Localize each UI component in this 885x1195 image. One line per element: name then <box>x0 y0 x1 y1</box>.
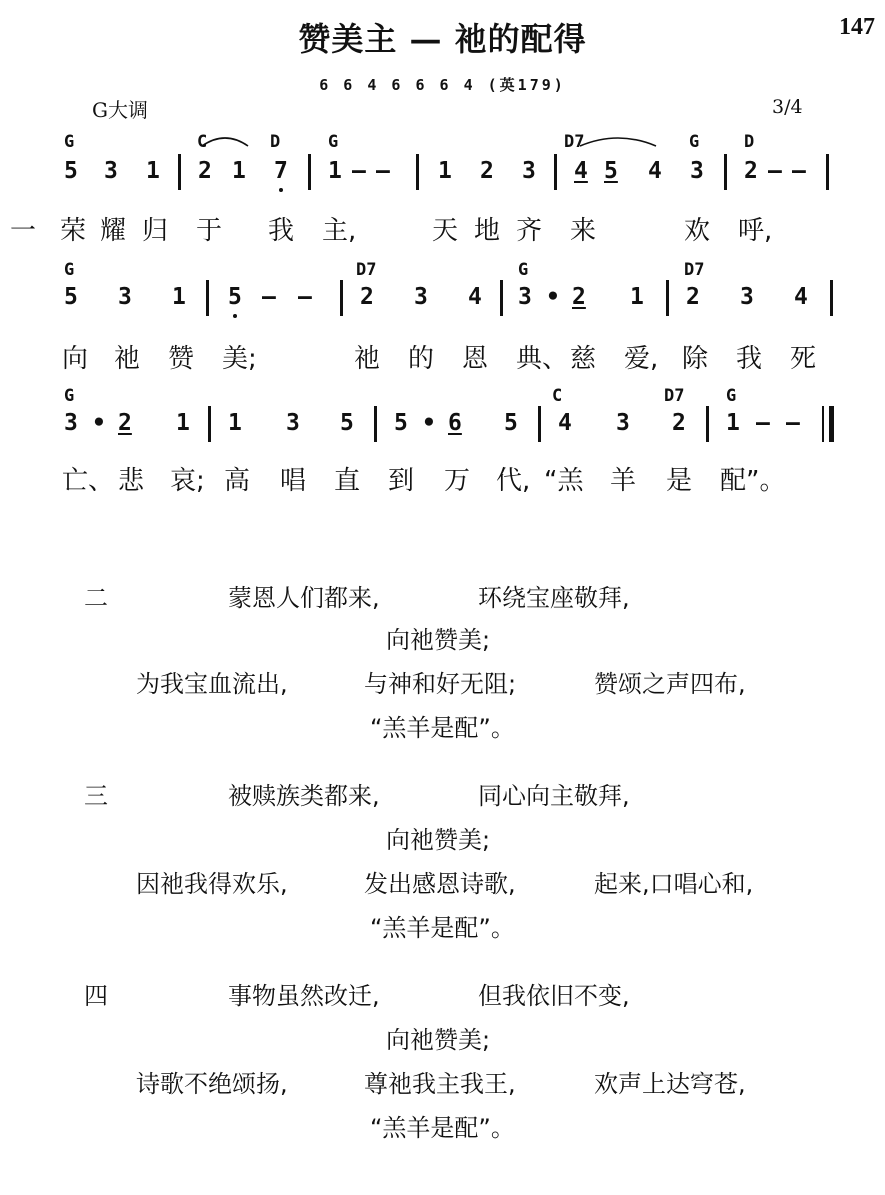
lyric: 呼, <box>738 216 773 246</box>
lyric: 万 <box>444 466 471 496</box>
bar-line <box>706 406 709 442</box>
bar-line <box>666 280 669 316</box>
lyric: 归 <box>142 216 169 246</box>
note: — <box>298 284 312 310</box>
verse-line: “羔羊是配”。 <box>370 1114 515 1142</box>
lyric: 欢 <box>684 216 711 246</box>
lyric: 高 <box>224 466 251 496</box>
verse-line: “羔羊是配”。 <box>370 714 515 742</box>
page-number: 147 <box>839 14 875 40</box>
bar-line <box>724 154 727 190</box>
final-bar-line-thick <box>829 406 834 442</box>
note: 2 <box>198 158 212 184</box>
lyric: 我 <box>736 344 763 374</box>
note: — <box>792 158 806 184</box>
note: 5 <box>64 284 78 310</box>
lyric: 慈 <box>570 344 597 374</box>
chord: G <box>328 132 339 152</box>
lyric: 死 <box>790 344 817 374</box>
note: 3 <box>518 284 532 310</box>
chord: C <box>552 386 563 406</box>
note: 2 <box>480 158 494 184</box>
note: 4 <box>574 158 588 184</box>
verse-line: 赞颂之声四布, <box>594 670 746 698</box>
bar-line <box>308 154 311 190</box>
note: 3 <box>118 284 132 310</box>
verse-line: 欢声上达穹苍, <box>594 1070 746 1098</box>
verse-line: 为我宝血流出, <box>136 670 288 698</box>
lyric: “羔 <box>544 466 584 496</box>
verse-number: 二 <box>84 584 108 612</box>
chord: G <box>64 386 75 406</box>
note: 5 <box>64 158 78 184</box>
note: 7 <box>274 158 288 184</box>
bar-line <box>374 406 377 442</box>
verse-number: 四 <box>84 982 108 1010</box>
chord: D7 <box>684 260 705 280</box>
chord: D7 <box>664 386 685 406</box>
note: — <box>786 410 800 436</box>
verse-line: 尊祂我主我王, <box>364 1070 516 1098</box>
note: 3 <box>64 410 78 436</box>
lyric: 主, <box>322 216 357 246</box>
note: — <box>262 284 276 310</box>
lyric: 来 <box>570 216 597 246</box>
lyric: 代, <box>496 466 531 496</box>
bar-line <box>208 406 211 442</box>
lyric: 爱, <box>624 344 659 374</box>
chord: G <box>689 132 700 152</box>
bar-line <box>340 280 343 316</box>
octave-dot-below <box>233 314 237 318</box>
lyric: 一 <box>10 216 37 246</box>
bar-line <box>178 154 181 190</box>
note: 1 <box>726 410 740 436</box>
note: 2 <box>572 284 586 310</box>
note: 3 <box>690 158 704 184</box>
lyric: 祂 <box>114 344 141 374</box>
note: 5 <box>228 284 242 310</box>
note: 1 <box>228 410 242 436</box>
verse-line: 但我依旧不变, <box>478 982 630 1010</box>
verse-line: 同心向主敬拜, <box>478 782 630 810</box>
note: 1 <box>176 410 190 436</box>
lyric: 地 <box>474 216 501 246</box>
bar-line <box>554 154 557 190</box>
lyric: 亡、 <box>62 466 115 496</box>
lyric: 天 <box>432 216 459 246</box>
dotted-rhythm-dot: • <box>92 410 106 436</box>
verse-line: 因祂我得欢乐, <box>136 870 288 898</box>
note: 1 <box>172 284 186 310</box>
verse-line: 诗歌不绝颂扬, <box>136 1070 288 1098</box>
verse-line: 蒙恩人们都来, <box>228 584 380 612</box>
note: 6 <box>448 410 462 436</box>
chord: G <box>64 132 75 152</box>
lyric: 除 <box>682 344 709 374</box>
octave-dot-below <box>279 188 283 192</box>
verse-line: 发出感恩诗歌, <box>364 870 516 898</box>
meter-line: 6 6 4 6 6 6 4 (英179) <box>319 76 566 94</box>
verse-line: 向祂赞美; <box>386 1026 491 1054</box>
chord: G <box>64 260 75 280</box>
verse-line: 事物虽然改迁, <box>228 982 380 1010</box>
chord: D7 <box>356 260 377 280</box>
lyric: 配”。 <box>720 466 786 496</box>
note: — <box>376 158 390 184</box>
lyric: 恩 <box>462 344 489 374</box>
note: 3 <box>104 158 118 184</box>
verse-line: 向祂赞美; <box>386 626 491 654</box>
time-signature: 3/4 <box>772 96 803 118</box>
dotted-rhythm-dot: • <box>546 284 560 310</box>
note: 4 <box>558 410 572 436</box>
lyric: 我 <box>268 216 295 246</box>
note: 1 <box>630 284 644 310</box>
note: 1 <box>438 158 452 184</box>
bar-line <box>538 406 541 442</box>
bar-line <box>826 154 829 190</box>
note: 5 <box>604 158 618 184</box>
verse-line: 起来,口唱心和, <box>594 870 754 898</box>
chord: D <box>744 132 755 152</box>
note: 3 <box>286 410 300 436</box>
lyric: 哀; <box>170 466 205 496</box>
lyric: 典、 <box>516 344 569 374</box>
lyric: 直 <box>334 466 361 496</box>
note: 2 <box>118 410 132 436</box>
note: 2 <box>672 410 686 436</box>
note: 5 <box>340 410 354 436</box>
verse-line: 与神和好无阻; <box>364 670 517 698</box>
lyric: 荣 <box>60 216 87 246</box>
note: 5 <box>504 410 518 436</box>
verse-line: 向祂赞美; <box>386 826 491 854</box>
note: 1 <box>146 158 160 184</box>
chord: D <box>270 132 281 152</box>
note: 3 <box>616 410 630 436</box>
note: — <box>756 410 770 436</box>
chord: D7 <box>564 132 585 152</box>
bar-line <box>416 154 419 190</box>
lyric: 羊 <box>610 466 637 496</box>
lyric: 的 <box>408 344 435 374</box>
bar-line <box>830 280 833 316</box>
verse-line: 环绕宝座敬拜, <box>478 584 630 612</box>
note: — <box>352 158 366 184</box>
note: 2 <box>360 284 374 310</box>
note: 2 <box>686 284 700 310</box>
lyric: 耀 <box>100 216 127 246</box>
note: 2 <box>744 158 758 184</box>
bar-line <box>206 280 209 316</box>
note: 1 <box>232 158 246 184</box>
lyric: 唱 <box>280 466 307 496</box>
lyric: 到 <box>388 466 415 496</box>
note: 3 <box>414 284 428 310</box>
note: 5 <box>394 410 408 436</box>
lyric: 是 <box>666 466 693 496</box>
lyric: 齐 <box>516 216 543 246</box>
hymn-title: 赞美主 — 祂的配得 <box>298 20 587 58</box>
lyric: 美; <box>222 344 257 374</box>
verse-line: “羔羊是配”。 <box>370 914 515 942</box>
lyric: 向 <box>62 344 89 374</box>
tie-arc <box>578 134 658 148</box>
key-signature: G大调 <box>92 98 148 122</box>
verse-line: 被赎族类都来, <box>228 782 380 810</box>
final-bar-line-thin <box>822 406 824 442</box>
note: 3 <box>522 158 536 184</box>
note: 4 <box>794 284 808 310</box>
dotted-rhythm-dot: • <box>422 410 436 436</box>
lyric: 于 <box>196 216 223 246</box>
lyric: 悲 <box>118 466 145 496</box>
lyric: 赞 <box>168 344 195 374</box>
lyric: 祂 <box>354 344 381 374</box>
note: 3 <box>740 284 754 310</box>
chord: G <box>518 260 529 280</box>
verse-number: 三 <box>84 782 108 810</box>
chord: C <box>197 132 208 152</box>
note: — <box>768 158 782 184</box>
note: 4 <box>648 158 662 184</box>
note: 4 <box>468 284 482 310</box>
tie-arc <box>200 134 250 148</box>
chord: G <box>726 386 737 406</box>
bar-line <box>500 280 503 316</box>
note: 1 <box>328 158 342 184</box>
